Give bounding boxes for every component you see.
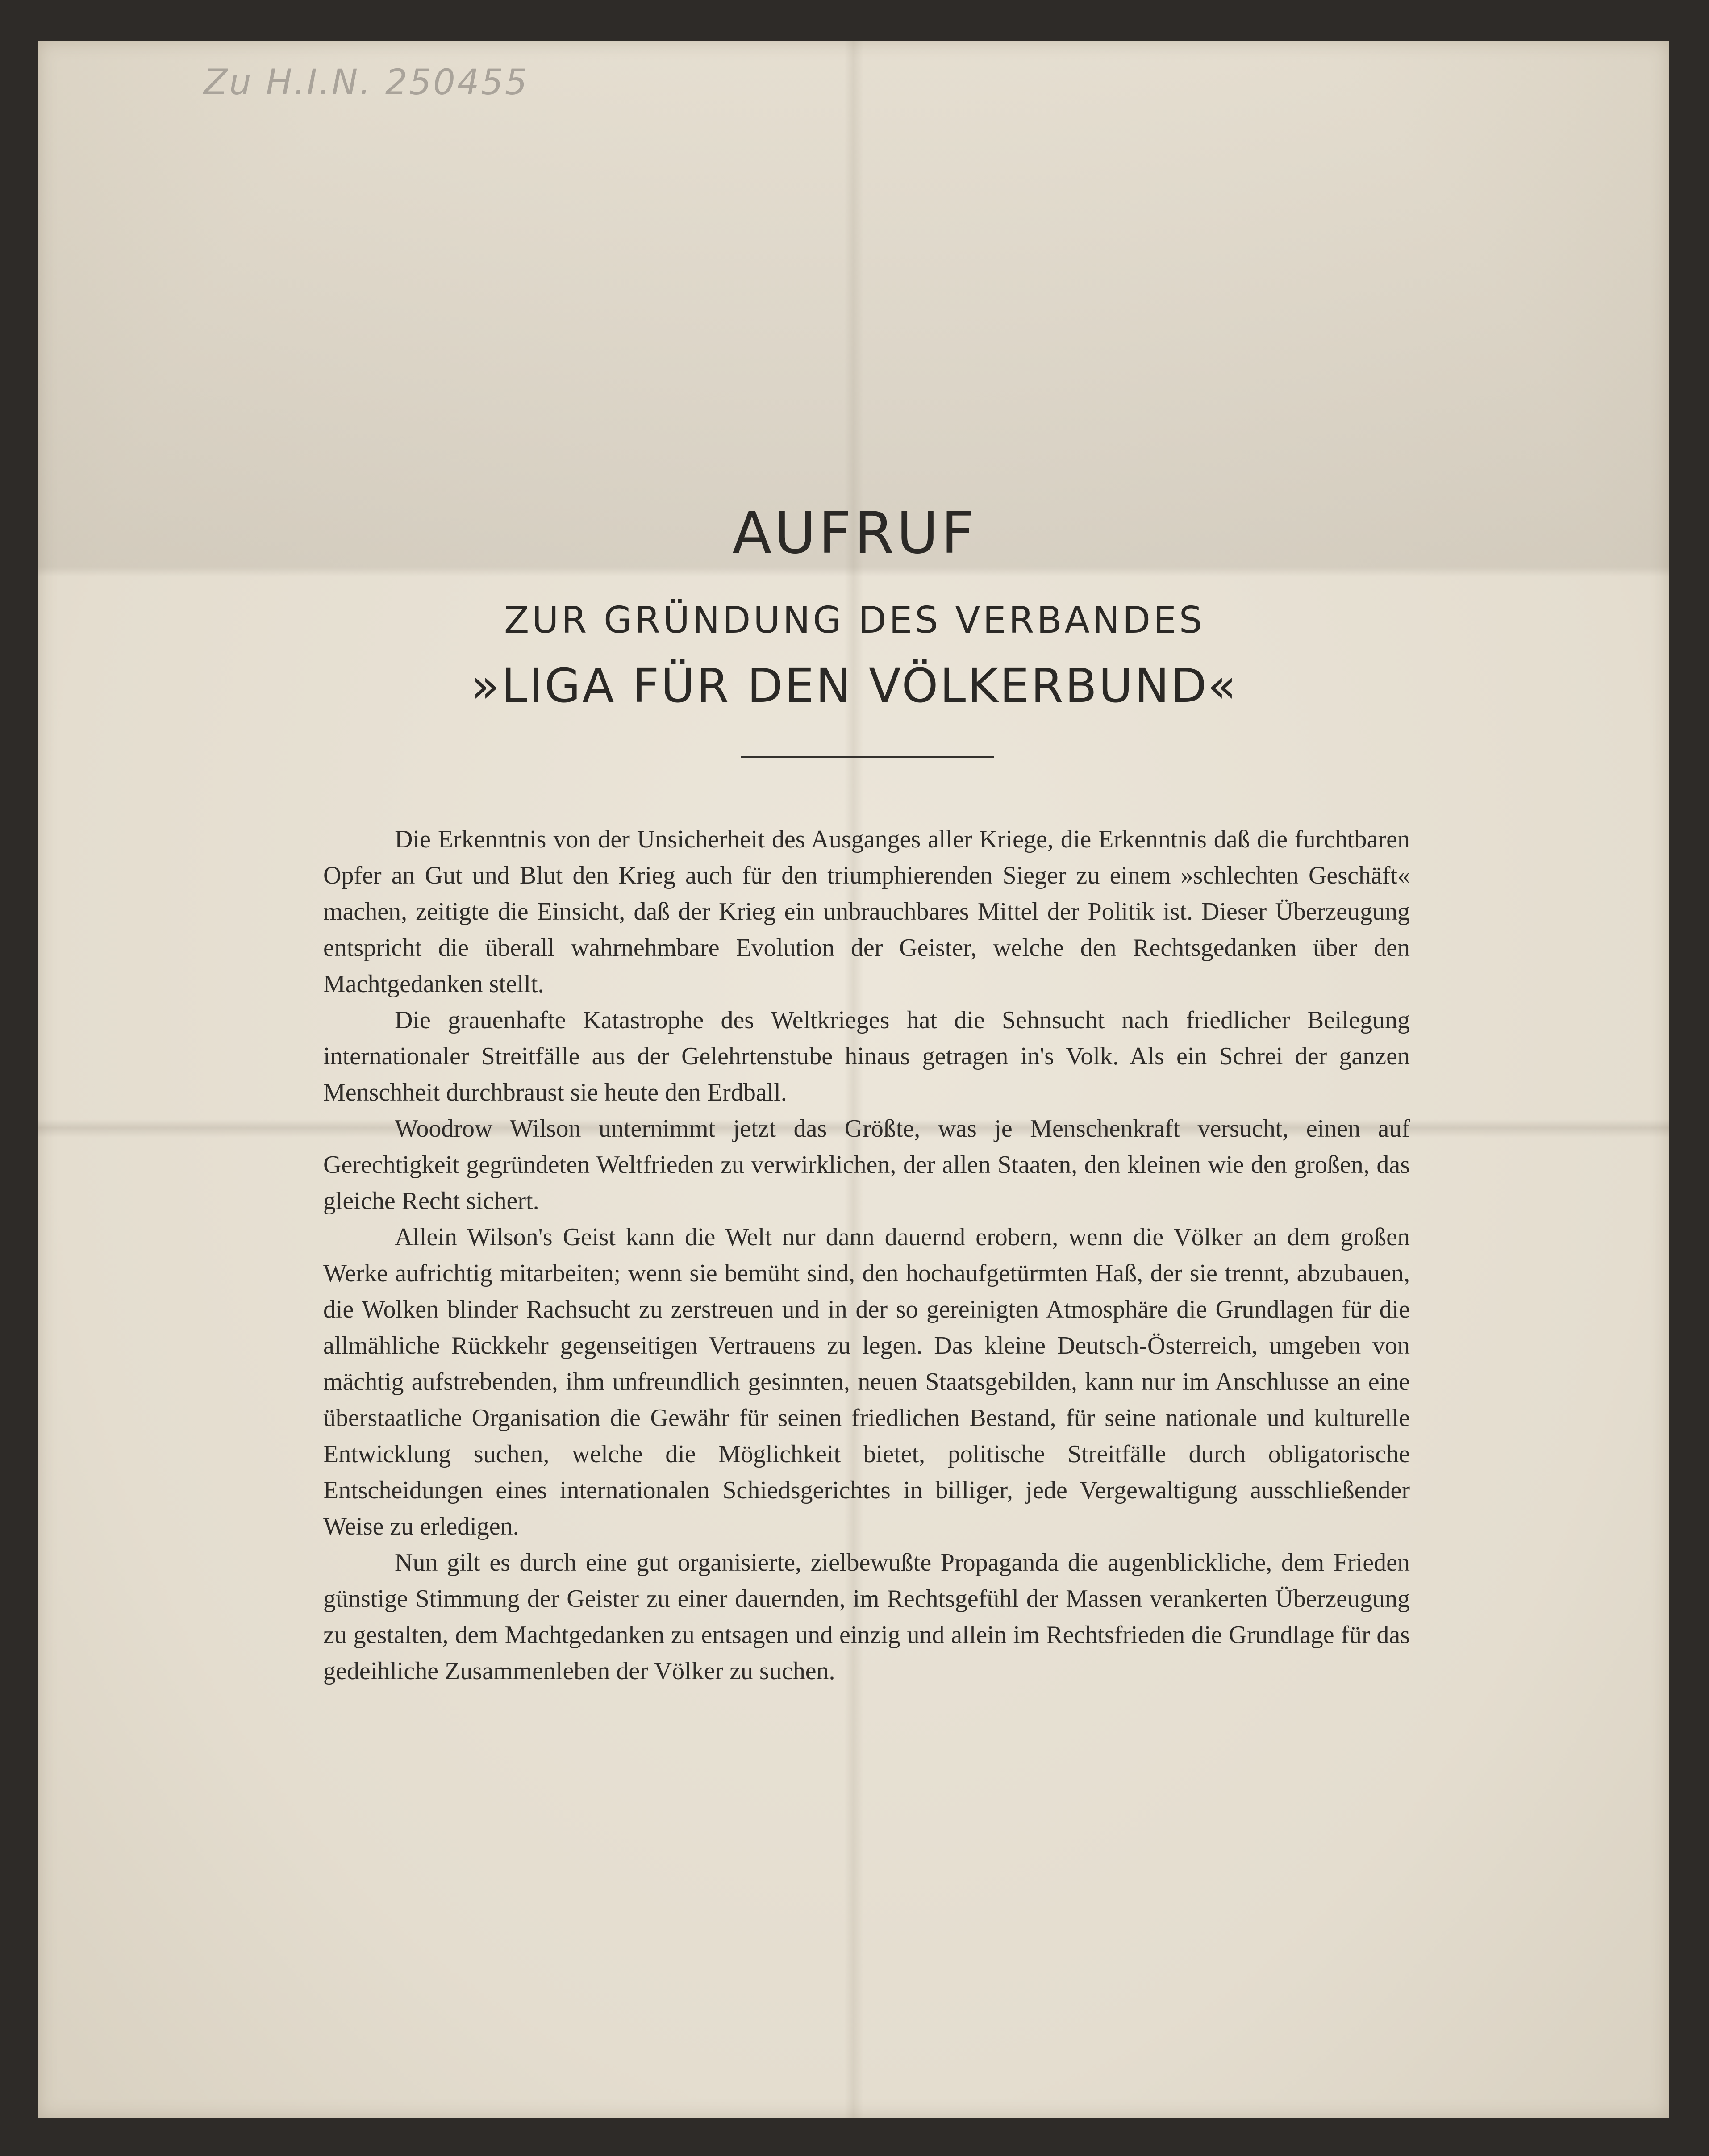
archive-pencil-note: Zu H.I.N. 250455 xyxy=(204,63,529,103)
paragraph: Allein Wilson's Geist kann die Welt nur dann dauernd erobern, wenn die Völker an dem großen Werke aufrichtig mitarbeiten; wenn sie bemüht sind, den hochaufgetürmten Haß, der sie trennt, abzubauen, die Wolken blinder Rachsucht zu zerstreuen und in der so gereinigten Atmosphäre die Grundlagen für die allmähliche Rückkehr gegenseitigen Vertrauens zu legen. Das kleine Deutsch-Österreich, umgeben von mächtig aufstrebenden, ihm unfreundlich gesinnten, neuen Staatsgebilden, kann nur im Anschlusse an eine überstaatliche Organisation die Gewähr für seinen friedlichen Bestand, für seine nationale und kulturelle Entwicklung suchen, welche die Möglichkeit bietet, politische Streitfälle durch obligatorische Entscheidungen eines internationalen Schiedsgerichtes in billiger, jede Vergewaltigung ausschließender Weise zu erledigen. xyxy=(323,1223,1410,1540)
paragraph: Nun gilt es durch eine gut organisierte, zielbewußte Propaganda die augenblickliche, dem Frieden günstige Stimmung der Geister zu einer dauernden, im Rechtsgefühl der Massen verankerten Überzeugung zu gestalten, dem Machtgedanken zu entsagen und einzig und allein im Rechtsfrieden die Grundlage für das gedeihliche Zusammenleben der Völker zu suchen. xyxy=(323,1549,1410,1685)
body-text xyxy=(323,822,1410,1689)
paragraph: Woodrow Wilson unternimmt jetzt das Größte, was je Menschenkraft versucht, einen auf Gerechtigkeit gegründeten Weltfrieden zu verwirklichen, der allen Staaten, den kleinen wie den großen, das gleiche Recht sichert. xyxy=(323,1115,1410,1215)
paragraph: Die grauenhafte Katastrophe des Weltkrieges hat die Sehnsucht nach friedlicher Beilegung internationaler Streitfälle aus der Gelehrtenstube hinaus getragen in's Volk. Als ein Schrei der ganzen Menschheit durchbraust sie heute den Erdball. xyxy=(323,1006,1410,1106)
document-title: AUFRUF xyxy=(732,500,977,567)
league-name-heading: »LIGA FÜR DEN VÖLKERBUND« xyxy=(471,659,1238,713)
document-subtitle: ZUR GRÜNDUNG DES VERBANDES xyxy=(504,599,1205,642)
title-divider xyxy=(741,756,994,758)
paragraph: Die Erkenntnis von der Unsicherheit des Ausganges aller Kriege, die Erkenntnis daß die furchtbaren Opfer an Gut und Blut den Krieg auch für den triumphierenden Sieger zu einem »schlechten Geschäft« machen, zeitigte die Einsicht, daß der Krieg ein unbrauchbares Mittel der Politik ist. Dieser Überzeugung entspricht die überall wahrnehmbare Evolution der Geister, welche den Rechtsgedanken über den Machtgedanken stellt. xyxy=(323,826,1410,998)
